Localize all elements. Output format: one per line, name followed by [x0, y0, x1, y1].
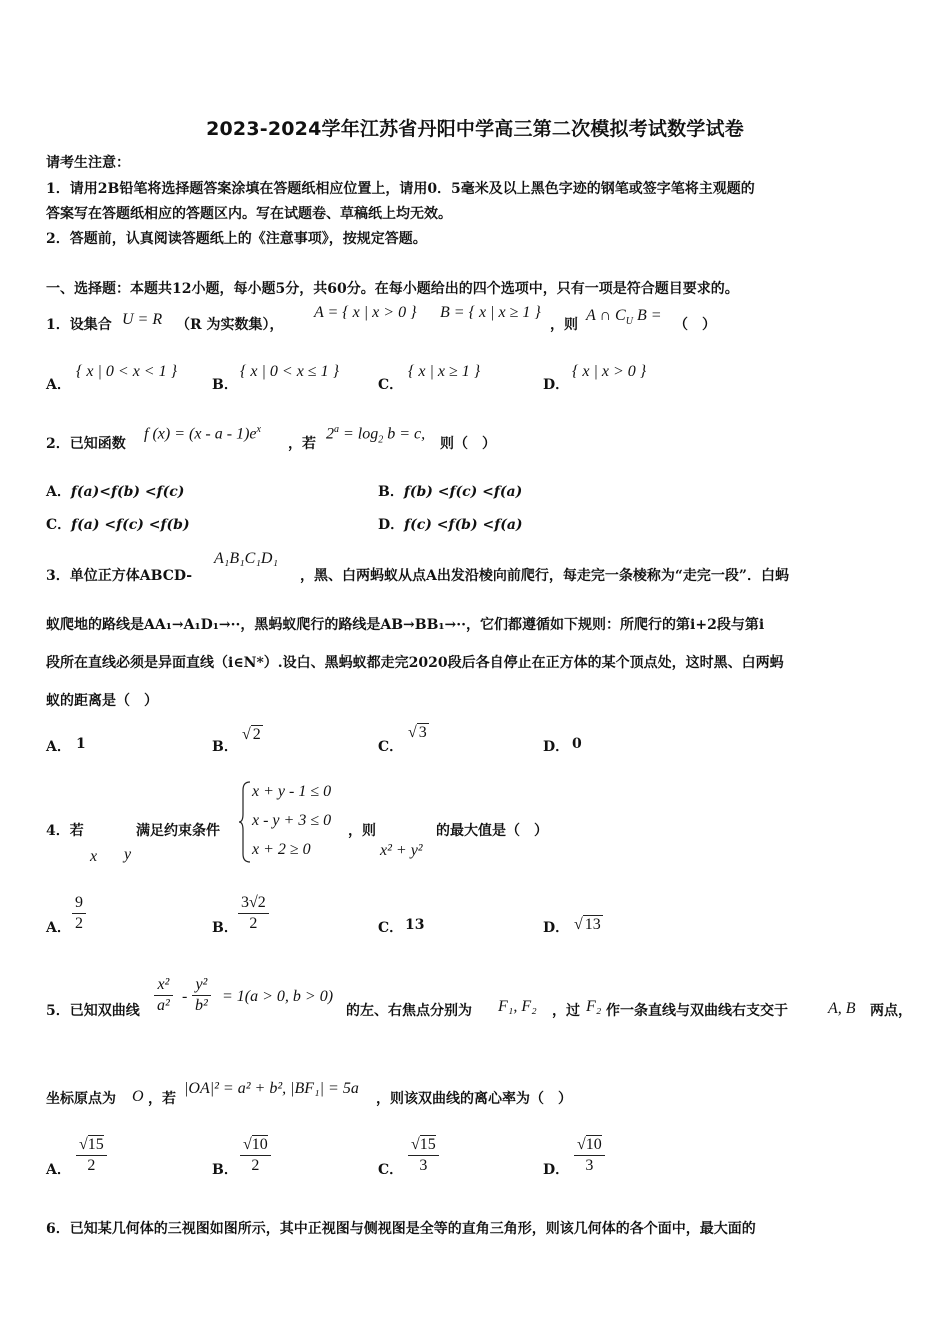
q2-cond-base: 2 — [326, 425, 334, 443]
q5-eq-num2: y² — [192, 975, 211, 996]
q1-set-a: A = { x | x > 0 } — [314, 304, 417, 321]
q2-option-b-text: f(b) <f(c) <f(a) — [403, 484, 523, 500]
notice-item1-line2: 答案写在答题纸相应的答题区内。写在试题卷、草稿纸上均无效。 — [46, 206, 452, 222]
q5-option-d-letter: D． — [543, 1162, 570, 1178]
q2-option-d-letter: D． — [378, 517, 405, 533]
q4-var-y: y — [124, 846, 132, 863]
q4-constraint-2: x - y + 3 ≤ 0 — [252, 812, 332, 829]
q5-option-b-num: 10 — [251, 1136, 268, 1153]
notice-item1-line1: 1．请用2B铅笔将选择题答案涂填在答题纸相应位置上，请用0．5毫米及以上黑色字迹的钢笔或签字笔将主观题的 — [46, 181, 755, 197]
q5-eq-den2: b² — [195, 997, 208, 1014]
q4-var-x: x — [90, 848, 98, 865]
q3-cube-top: A₁B₁C₁D₁ — [214, 550, 279, 567]
q4-mid: 满足约束条件 — [136, 823, 220, 839]
q4-option-b-den: 2 — [249, 915, 258, 932]
q4-constraint-3: x + 2 ≥ 0 — [252, 841, 311, 858]
q5-option-a-num: 15 — [87, 1136, 104, 1153]
q5-option-c-num-wrap: √15 — [408, 1135, 439, 1156]
q5-eq-minus: - — [182, 988, 188, 1005]
q1-option-a-letter: A． — [46, 377, 71, 393]
q2-cond-rest: = log — [339, 425, 379, 443]
q5-option-c-letter: C． — [378, 1162, 404, 1178]
section-heading: 一、选择题：本题共12小题，每小题5分，共60分。在每小题给出的四个选项中，只有一项是符合题目要求的。 — [46, 281, 739, 297]
q2-option-a — [46, 481, 184, 501]
q4-option-d-sqrt: √ 13 — [574, 916, 601, 933]
q3-line3: 段所在直线必须是异面直线（i∈N*）.设白、黑蚂蚁都走完2020段后各自停止在正方体的某个顶点处，这时黑、白两蚂 — [46, 655, 784, 671]
q3-option-a-text: 1 — [76, 736, 86, 752]
q2-option-c-letter: C． — [46, 517, 72, 533]
q2-prefix: 2．已知函数 — [46, 436, 126, 452]
q2-cond-sup: a — [334, 424, 339, 435]
q4-target: x² + y² — [380, 842, 423, 859]
q2-function — [144, 424, 261, 443]
notice-heading: 请考生注意： — [46, 155, 130, 171]
q1-option-d-text: { x | x > 0 } — [572, 363, 647, 380]
q5-option-c-num: 15 — [419, 1136, 436, 1153]
q3-option-a-letter: A． — [46, 739, 71, 755]
q5-option-b-fraction — [240, 1135, 271, 1176]
q2-option-b-letter: B． — [378, 484, 404, 500]
q4-constraint-1: x + y - 1 ≤ 0 — [252, 783, 332, 800]
q5-eq-fraction-2 — [192, 975, 211, 1016]
q2-option-a-text: f(a)<f(b) <f(c) — [70, 484, 185, 500]
q2-cond-sub: 2 — [378, 434, 384, 446]
q5-prefix: 5．已知双曲线 — [46, 1003, 140, 1019]
notice-item2: 2．答题前，认真阅读答题纸上的《注意事项》，按规定答题。 — [46, 231, 427, 247]
q3-option-c-sqrt: √ 3 — [408, 724, 427, 741]
q4-option-a-num: 9 — [72, 893, 86, 914]
q5-option-d-den: 3 — [585, 1157, 594, 1174]
q5-option-d-fraction — [574, 1135, 605, 1176]
q5-eq-rest: = 1(a > 0, b > 0) — [222, 988, 334, 1005]
q4-option-a-letter: A． — [46, 920, 71, 936]
q5-option-a-fraction — [76, 1135, 107, 1176]
q5-tail: ，则该双曲线的离心率为（ ） — [376, 1091, 572, 1107]
q2-option-b — [378, 481, 522, 501]
q4-tail: 的最大值是（ ） — [436, 823, 548, 839]
q4-prefix: 4．若 — [46, 823, 84, 839]
q2-cond-tail: b = c, — [383, 425, 426, 443]
q1-prefix: 1．设集合 — [46, 317, 112, 333]
q5-if: ，若 — [148, 1091, 176, 1107]
q3-line2: 蚁爬地的路线是AA₁→A₁D₁→··，黑蚂蚁爬行的路线是AB→BB₁→··，它们都遵循如下规则：所爬行的第i+2段与第i — [46, 617, 765, 633]
q4-option-c-text: 13 — [405, 917, 425, 933]
q2-option-d — [378, 514, 523, 534]
q5-option-c-fraction — [408, 1135, 439, 1176]
q4-option-b-fraction — [238, 893, 269, 934]
q5-option-a-num-wrap: √15 — [76, 1135, 107, 1156]
q4-system-brace — [238, 780, 252, 864]
q2-option-c-text: f(a) <f(c) <f(b) — [71, 517, 190, 533]
q5-points-word: 两点， — [870, 1003, 912, 1019]
q5-points-ab: A, B — [828, 1000, 856, 1017]
q2-then: 则（ ） — [440, 436, 496, 452]
q3-option-d-text: 0 — [572, 736, 582, 752]
q5-f2: F₂ — [586, 998, 602, 1015]
q6-text: 6．已知某几何体的三视图如图所示，其中正视图与侧视图是全等的直角三角形，则该几何体的各个面中，最大面的 — [46, 1221, 756, 1237]
page-title: 2023-2024学年江苏省丹阳中学高三第二次模拟考试数学试卷 — [206, 118, 744, 140]
q5-line2-prefix: 坐标原点为 — [46, 1091, 116, 1107]
q5-option-a-den: 2 — [87, 1157, 96, 1174]
q5-option-b-num-wrap: √10 — [240, 1135, 271, 1156]
q2-func-sup: x — [256, 424, 261, 435]
q5-cross: ，过 — [552, 1003, 580, 1019]
q4-option-d-radicand: 13 — [584, 916, 601, 933]
q2-condition — [326, 424, 425, 446]
q5-option-d-num-wrap: √10 — [574, 1135, 605, 1156]
q1-r-note: （R 为实数集）， — [176, 317, 284, 333]
q2-if: ，若 — [288, 436, 316, 452]
q3-option-b-sqrt: √ 2 — [242, 726, 261, 743]
q1-option-b-letter: B． — [212, 377, 238, 393]
q4-option-c-letter: C． — [378, 920, 404, 936]
q1-then: ，则 — [550, 317, 578, 333]
q1-expression — [586, 307, 662, 327]
q1-option-c-letter: C． — [378, 377, 404, 393]
q4-option-b-letter: B． — [212, 920, 238, 936]
q5-mid: 的左、右焦点分别为 — [346, 1003, 472, 1019]
q4-option-d-letter: D． — [543, 920, 570, 936]
q3-prefix: 3．单位正方体ABCD- — [46, 568, 193, 584]
q5-eq-den1: a² — [157, 997, 170, 1014]
q2-option-a-letter: A． — [46, 484, 71, 500]
q4-option-a-fraction — [72, 893, 86, 934]
q3-line1-rest: ，黑、白两蚂蚁从点A出发沿棱向前爬行，每走完一条棱称为“走完一段”．白蚂 — [300, 568, 789, 584]
q3-line4: 蚁的距离是（ ） — [46, 693, 158, 709]
q4-then: ，则 — [348, 823, 376, 839]
q5-option-d-num: 10 — [585, 1136, 602, 1153]
q5-option-b-den: 2 — [251, 1157, 260, 1174]
q4-option-b-num: 3√2 — [238, 893, 269, 914]
q1-blank: （ ） — [674, 317, 716, 333]
q5-option-b-letter: B． — [212, 1162, 238, 1178]
q2-option-c — [46, 514, 190, 534]
q3-option-c-radicand: 3 — [418, 724, 427, 741]
q2-func-main: f (x) = (x - a - 1)e — [144, 425, 257, 443]
q1-universe: U = R — [122, 311, 163, 328]
q1-set-b: B = { x | x ≥ 1 } — [440, 304, 541, 321]
q1-option-c-text: { x | x ≥ 1 } — [408, 363, 481, 380]
q1-expr-main: A ∩ C — [586, 307, 626, 324]
q1-expr-sub: U — [625, 316, 633, 328]
q3-option-b-radicand: 2 — [252, 726, 261, 743]
q2-option-d-text: f(c) <f(b) <f(a) — [404, 517, 523, 533]
q1-option-b-text: { x | 0 < x ≤ 1 } — [240, 363, 339, 380]
q5-eq-num1: x² — [154, 975, 173, 996]
q5-foci: F₁, F₂ — [498, 998, 537, 1015]
q3-option-c-letter: C． — [378, 739, 404, 755]
q3-option-b-letter: B． — [212, 739, 238, 755]
q5-option-c-den: 3 — [419, 1157, 428, 1174]
q5-cross-rest: 作一条直线与双曲线右支交于 — [606, 1003, 788, 1019]
q4-option-a-den: 2 — [75, 915, 83, 932]
q3-option-d-letter: D． — [543, 739, 570, 755]
q1-option-a-text: { x | 0 < x < 1 } — [76, 363, 177, 380]
q1-option-d-letter: D． — [543, 377, 570, 393]
q1-expr-tail: B = — [632, 307, 662, 324]
q5-eq-fraction-1 — [154, 975, 173, 1016]
q5-condition: |OA|² = a² + b², |BF₁| = 5a — [184, 1080, 359, 1097]
q5-option-a-letter: A． — [46, 1162, 71, 1178]
q5-origin: O — [132, 1088, 144, 1105]
